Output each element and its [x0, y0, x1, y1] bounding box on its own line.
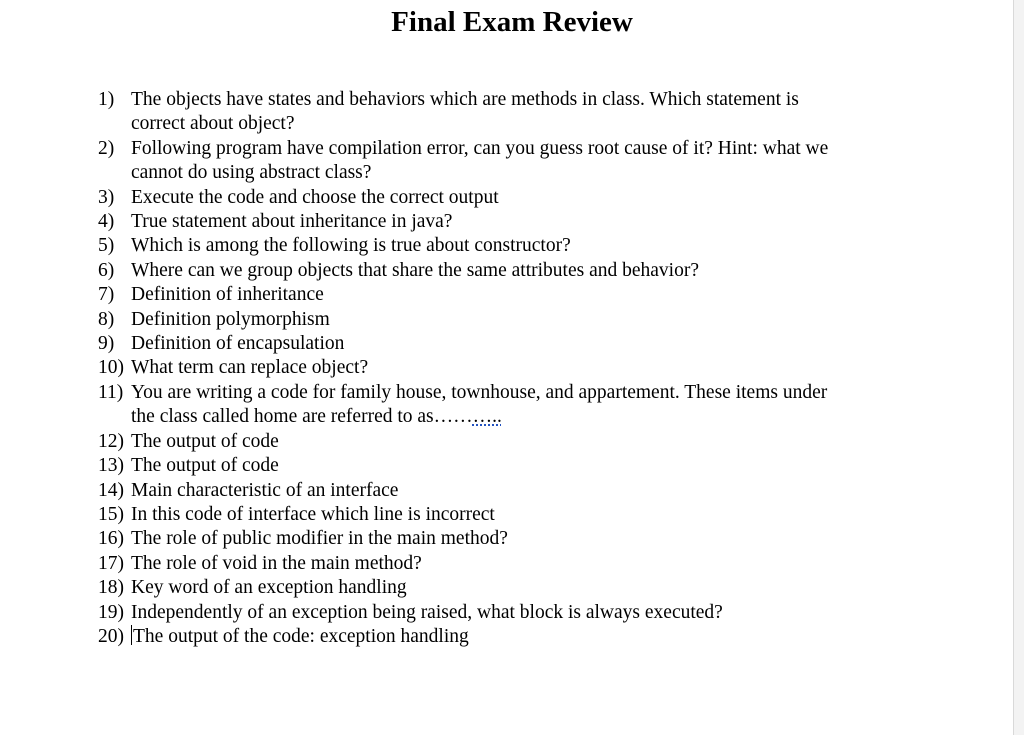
question-line-text: correct about object?	[131, 113, 295, 135]
question-text	[131, 186, 898, 210]
question-text-line	[131, 259, 898, 283]
question-line-text: True statement about inheritance in java?	[131, 211, 453, 233]
question-item[interactable]	[98, 283, 898, 307]
question-text	[131, 454, 898, 478]
question-text-line	[131, 479, 898, 503]
question-text-line	[131, 234, 898, 258]
question-text	[131, 234, 898, 258]
question-text	[131, 381, 898, 430]
question-text-line	[131, 210, 898, 234]
question-text	[131, 576, 898, 600]
question-text	[131, 88, 898, 137]
question-item[interactable]	[98, 625, 898, 649]
question-text	[131, 283, 898, 307]
question-line-text: The role of void in the main method?	[131, 552, 422, 574]
question-item[interactable]	[98, 186, 898, 210]
question-number: 20)	[98, 625, 124, 647]
question-number: 1)	[98, 89, 115, 110]
question-text	[131, 356, 898, 380]
question-line-text: Which is among the following is true about constructor?	[131, 235, 571, 257]
question-line-text: Following program have compilation error, can you guess root cause of it? Hint: what we	[131, 137, 829, 159]
question-line-text: Key word of an exception handling	[131, 577, 407, 599]
question-text	[131, 527, 898, 551]
question-number: 14)	[98, 479, 124, 501]
question-item[interactable]	[98, 381, 898, 430]
question-number: 12)	[98, 430, 124, 452]
question-line-text: Definition of inheritance	[131, 284, 324, 306]
question-text	[131, 601, 898, 625]
question-text	[131, 430, 898, 454]
question-number: 8)	[98, 308, 115, 330]
question-item[interactable]	[98, 234, 898, 258]
question-text	[131, 259, 898, 283]
question-text-line	[131, 356, 898, 380]
text-cursor	[131, 625, 132, 645]
question-line-text: The output of the code: exception handling	[133, 625, 469, 647]
question-text	[131, 332, 898, 356]
question-number: 2)	[98, 137, 115, 159]
question-item[interactable]	[98, 88, 898, 137]
question-item[interactable]	[98, 503, 898, 527]
question-text	[131, 210, 898, 234]
question-text	[131, 479, 898, 503]
question-text	[131, 137, 898, 186]
question-item[interactable]	[98, 479, 898, 503]
question-number: 13)	[98, 455, 124, 477]
question-number: 11)	[98, 381, 124, 403]
question-item[interactable]	[98, 332, 898, 356]
question-number: 5)	[98, 235, 115, 257]
question-item[interactable]	[98, 308, 898, 332]
question-text	[131, 308, 898, 332]
question-number: 18)	[98, 577, 124, 599]
question-text-line	[131, 454, 898, 478]
question-number: 17)	[98, 552, 124, 574]
page-title: Final Exam Review	[391, 6, 633, 38]
question-text-line	[131, 601, 898, 625]
question-text	[131, 625, 898, 649]
question-text	[131, 503, 898, 527]
question-number: 16)	[98, 528, 124, 550]
question-item[interactable]	[98, 527, 898, 551]
question-text-line	[131, 503, 898, 527]
question-number: 9)	[98, 333, 115, 355]
question-text-line	[131, 405, 898, 429]
question-item[interactable]	[98, 210, 898, 234]
question-item[interactable]	[98, 454, 898, 478]
question-item[interactable]	[98, 601, 898, 625]
question-item[interactable]	[98, 259, 898, 283]
question-text-line	[131, 186, 898, 210]
question-text-line	[131, 381, 898, 405]
question-line-text: What term can replace object?	[131, 357, 369, 379]
question-line-text: Execute the code and choose the correct output	[131, 186, 499, 208]
question-line-text: Main characteristic of an interface	[131, 479, 399, 501]
question-line-text: The output of code	[131, 455, 279, 477]
question-text-line	[131, 88, 898, 112]
question-number: 7)	[98, 284, 115, 306]
question-line-text: You are writing a code for family house, townhouse, and appartement. These items under	[131, 381, 828, 403]
question-line-text: Definition polymorphism	[131, 308, 330, 330]
question-line-text: Where can we group objects that share the same attributes and behavior?	[131, 259, 699, 281]
question-number: 10)	[98, 357, 124, 379]
question-text-line	[131, 576, 898, 600]
question-item[interactable]	[98, 356, 898, 380]
question-text-line	[131, 283, 898, 307]
question-line-text: In this code of interface which line is incorrect	[131, 503, 495, 525]
question-text-line	[131, 552, 898, 576]
question-item[interactable]	[98, 552, 898, 576]
question-line-text: cannot do using abstract class?	[131, 162, 372, 184]
question-line-text: Definition of encapsulation	[131, 333, 345, 355]
question-text-line	[131, 308, 898, 332]
question-text-line	[131, 430, 898, 454]
question-number: 4)	[98, 211, 115, 233]
question-line-text: The output of code	[131, 430, 279, 452]
question-item[interactable]	[98, 430, 898, 454]
question-text-line	[131, 527, 898, 551]
question-number: 6)	[98, 259, 115, 281]
question-item[interactable]	[98, 137, 898, 186]
spellcheck-underline: …..	[472, 406, 502, 428]
question-text	[131, 552, 898, 576]
question-line-text: The role of public modifier in the main method?	[131, 528, 508, 550]
question-item[interactable]	[98, 576, 898, 600]
question-line-text: Independently of an exception being raised, what block is always executed?	[131, 601, 723, 623]
question-number: 19)	[98, 601, 124, 623]
question-text-line	[131, 161, 898, 185]
question-line-text: The objects have states and behaviors which are methods in class. Which statement is	[131, 89, 799, 110]
question-text-line	[131, 332, 898, 356]
question-line-text: the class called home are referred to as……	[131, 406, 473, 428]
question-list	[98, 88, 898, 649]
question-text-line	[131, 112, 898, 136]
question-number: 3)	[98, 186, 115, 208]
question-text-line	[131, 625, 898, 649]
scrollbar-track[interactable]	[1013, 0, 1024, 735]
question-number: 15)	[98, 503, 124, 525]
question-text-line	[131, 137, 898, 161]
